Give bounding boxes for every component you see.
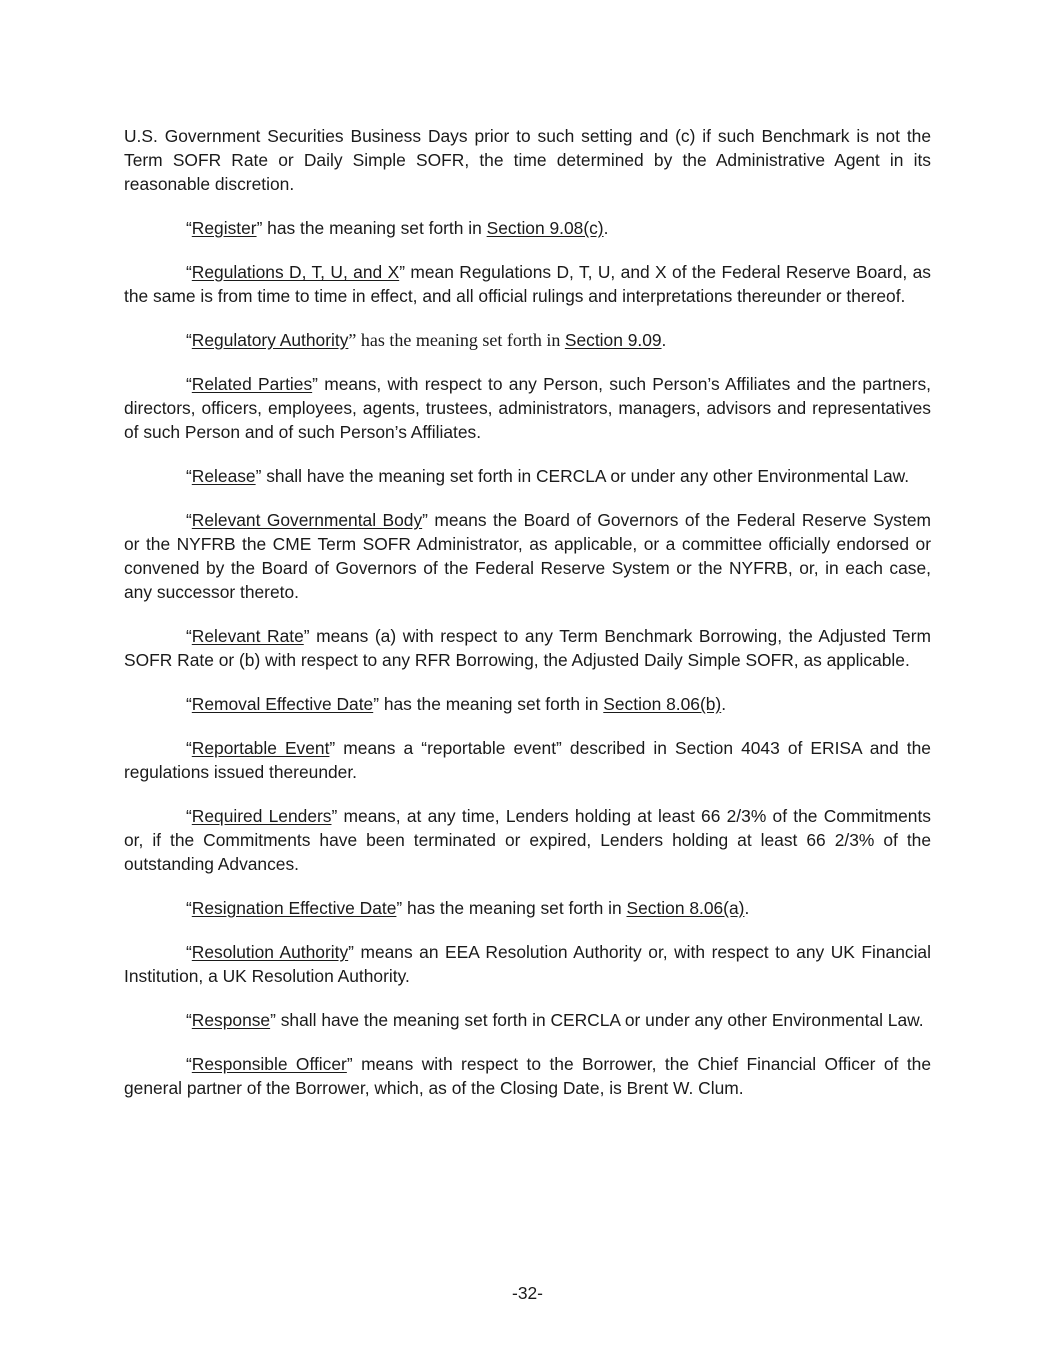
definition-tail: . [744, 898, 750, 918]
definition-removal-effective-date [124, 692, 931, 716]
definition-text: ” shall have the meaning set forth in CERCLA or under any other Environmental Law. [255, 466, 910, 486]
definition-text: ” has the meaning set forth in [348, 330, 565, 350]
defined-term: Relevant Governmental Body [191, 510, 423, 530]
open-quote: “ [186, 694, 192, 714]
definition-text: ” means a “reportable event” described in Section 4043 of ERISA and the regulations issued thereunder. [124, 738, 931, 782]
defined-term: Resignation Effective Date [191, 898, 397, 918]
definition-responsible-officer [124, 1052, 931, 1100]
open-quote: “ [186, 942, 192, 962]
definition-resolution-authority [124, 940, 931, 988]
defined-term: Response [191, 1010, 271, 1030]
definition-register [124, 216, 931, 240]
open-quote: “ [186, 1054, 192, 1074]
defined-term: Regulations D, T, U, and X [191, 262, 400, 282]
definition-text: ” mean Regulations D, T, U, and X of the Federal Reserve Board, as the same is from time to time in effect, and all official rulings and interpretations thereunder or thereof. [124, 262, 931, 306]
opening-paragraph: U.S. Government Securities Business Days prior to such setting and (c) if such Benchmark is not the Term SOFR Rate or Daily Simple SOFR, the time determined by the Administrative Agent in its reasonable discretion. [124, 126, 931, 194]
defined-term: Register [191, 218, 257, 238]
section-reference: Section 8.06(a) [626, 898, 745, 918]
definition-tail: . [721, 694, 727, 714]
defined-term: Removal Effective Date [191, 694, 374, 714]
defined-term: Responsible Officer [191, 1054, 347, 1074]
defined-term: Relevant Rate [191, 626, 304, 646]
definition-text: ” has the meaning set forth in [256, 218, 487, 238]
defined-term: Regulatory Authority [191, 330, 349, 350]
page-number: -32- [512, 1283, 543, 1303]
open-quote: “ [186, 626, 192, 646]
defined-term: Resolution Authority [191, 942, 349, 962]
definition-text: ” means (a) with respect to any Term Benchmark Borrowing, the Adjusted Term SOFR Rate or (b) with respect to any RFR Borrowing, the Adjusted Daily Simple SOFR, as applicable. [124, 626, 932, 670]
definition-text: ” has the meaning set forth in [373, 694, 604, 714]
definition-related-parties [124, 372, 931, 444]
open-quote: “ [186, 330, 192, 350]
section-reference: Section 9.08(c) [486, 218, 604, 238]
open-quote: “ [186, 218, 192, 238]
open-quote: “ [186, 262, 192, 282]
definition-text: ” shall have the meaning set forth in CERCLA or under any other Environmental Law. [270, 1010, 924, 1030]
definition-text: ” has the meaning set forth in [396, 898, 627, 918]
open-quote: “ [186, 806, 192, 826]
open-quote: “ [186, 374, 192, 394]
definition-resignation-effective-date [124, 896, 931, 920]
definition-reportable-event [124, 736, 931, 784]
definition-regulatory-authority [124, 328, 931, 352]
open-quote: “ [186, 898, 192, 918]
definition-text: ” means the Board of Governors of the Federal Reserve System or the NYFRB the CME Term SOFR Administrator, as applicable, or a committee officially endorsed or convened by the Board of Governors of the Federal Reserve System or the NYFRB, or, in each case, any successor thereto. [124, 510, 931, 602]
definition-tail: . [661, 330, 667, 350]
definition-text: ” means an EEA Resolution Authority or, with respect to any UK Financial Institution, a UK Resolution Authority. [124, 942, 931, 986]
section-reference: Section 8.06(b) [603, 694, 722, 714]
definition-text: ” means with respect to the Borrower, the Chief Financial Officer of the general partner of the Borrower, which, as of the Closing Date, is Brent W. Clum. [124, 1054, 931, 1098]
document-body [124, 124, 931, 1120]
defined-term: Related Parties [191, 374, 313, 394]
open-quote: “ [186, 738, 192, 758]
definition-text: ” means, with respect to any Person, such Person’s Affiliates and the partners, directors, officers, employees, agents, trustees, administrators, managers, advisors and representatives of such Person and of such Person’s Affiliates. [124, 374, 931, 442]
definition-text: ” means, at any time, Lenders holding at least 66 2/3% of the Commitments or, if the Commitments have been terminated or expired, Lenders holding at least 66 2/3% of the outstanding Advances. [124, 806, 931, 874]
definition-required-lenders [124, 804, 931, 876]
definition-response [124, 1008, 931, 1032]
definition-relevant-governmental-body [124, 508, 931, 604]
open-quote: “ [186, 510, 192, 530]
definition-regulations [124, 260, 931, 308]
defined-term: Required Lenders [191, 806, 332, 826]
definition-relevant-rate [124, 624, 931, 672]
open-quote: “ [186, 1010, 192, 1030]
defined-term: Reportable Event [191, 738, 330, 758]
defined-term: Release [191, 466, 256, 486]
section-reference: Section 9.09 [564, 330, 662, 350]
open-quote: “ [186, 466, 192, 486]
definition-tail: . [603, 218, 609, 238]
definition-release [124, 464, 931, 488]
